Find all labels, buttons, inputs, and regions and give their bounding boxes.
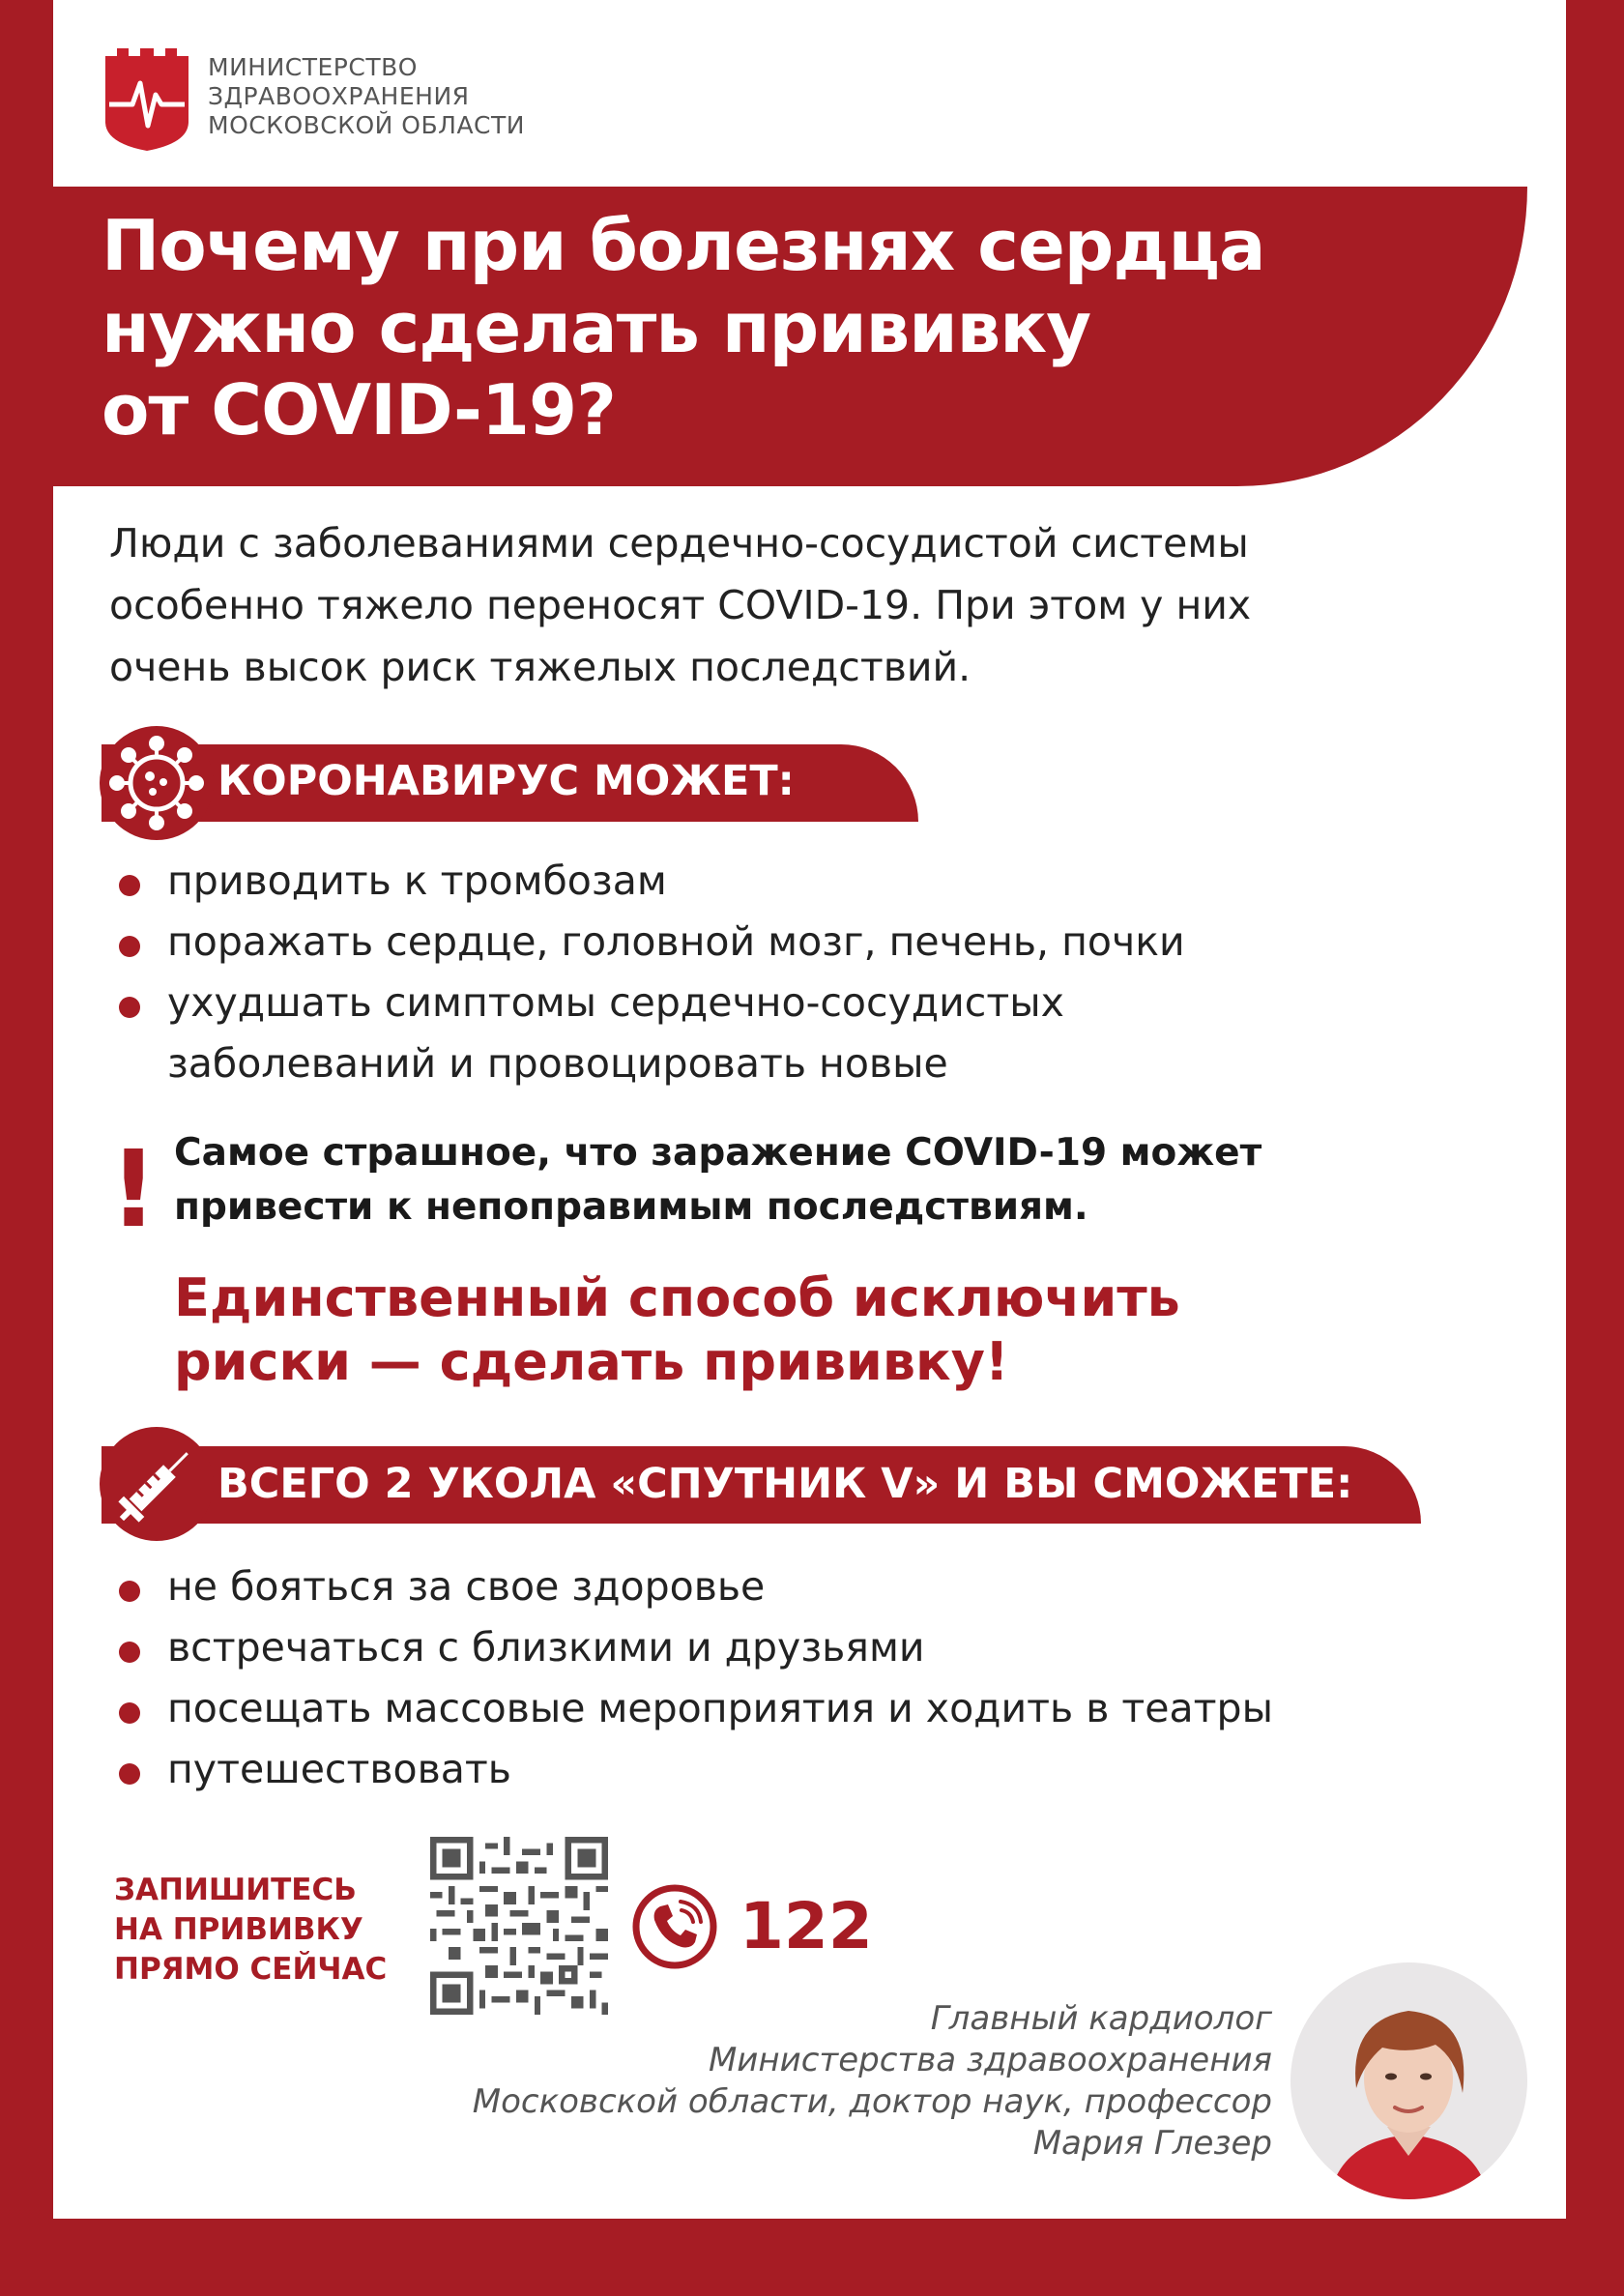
intro-line: особенно тяжело переносят COVID-19. При этом у них [109, 582, 1252, 628]
bullet-dot [119, 1702, 140, 1724]
bullet-dot [119, 936, 140, 957]
list-item-text: приводить к тромбозам [167, 857, 667, 904]
warning-line: Самое страшное, что заражение COVID-19 может [174, 1131, 1262, 1175]
list-item [109, 973, 1185, 1033]
bullet-dot [119, 997, 140, 1018]
list-item-continuation [109, 1033, 1185, 1094]
list-item [109, 851, 1185, 912]
list-item-text: путешествовать [167, 1746, 511, 1792]
qr-code[interactable] [430, 1837, 608, 2015]
section2-list [109, 1556, 1273, 1800]
list-item-text: заболеваний и провоцировать новые [167, 1040, 948, 1087]
list-item [109, 1556, 1273, 1617]
poster [53, 0, 1566, 2219]
ministry-line: ЗДРАВООХРАНЕНИЯ [208, 82, 470, 110]
list-item [109, 1678, 1273, 1739]
list-item [109, 1617, 1273, 1678]
signature [473, 1998, 1272, 2165]
list-item [109, 912, 1185, 973]
phone-icon [631, 1883, 718, 1970]
ministry-logo-icon [103, 46, 190, 153]
signup-call-to-action [114, 1871, 387, 1990]
intro-line: очень высок риск тяжелых последствий. [109, 644, 972, 690]
bullet-dot [119, 1763, 140, 1785]
list-item [109, 1739, 1273, 1800]
section1-list [109, 851, 1185, 1094]
bullet-dot [119, 875, 140, 896]
list-item-text: поражать сердце, головной мозг, печень, почки [167, 918, 1185, 965]
list-item-text: посещать массовые мероприятия и ходить в театры [167, 1685, 1273, 1731]
signup-line: НА ПРИВИВКУ [114, 1912, 363, 1947]
signup-line: ЗАПИШИТЕСЬ [114, 1873, 357, 1907]
title-line: от COVID-19? [102, 369, 616, 450]
signature-line: Главный кардиолог [930, 1999, 1272, 2038]
doctor-portrait [1290, 1962, 1527, 2199]
cta-text [174, 1266, 1180, 1394]
list-item-text: ухудшать симптомы сердечно-сосудистых [167, 979, 1064, 1026]
exclamation-icon: ! [109, 1127, 159, 1251]
list-item-text: не бояться за свое здоровье [167, 1563, 766, 1610]
ministry-line: МИНИСТЕРСТВО [208, 53, 418, 81]
title-line: нужно сделать прививку [102, 287, 1091, 368]
coronavirus-icon [100, 726, 214, 840]
warning-text [174, 1126, 1262, 1235]
title-line: Почему при болезнях сердца [102, 205, 1265, 286]
phone-number[interactable]: 122 [740, 1889, 873, 1963]
cta-line: риски — сделать прививку! [174, 1331, 1009, 1392]
bullet-dot [119, 1642, 140, 1663]
signature-line: Мария Глезер [1032, 2124, 1272, 2163]
page-title [102, 205, 1474, 451]
section1-heading: КОРОНАВИРУС МОЖЕТ: [218, 757, 795, 805]
ministry-name [208, 53, 525, 140]
syringe-icon [100, 1427, 214, 1541]
ministry-line: МОСКОВСКОЙ ОБЛАСТИ [208, 111, 525, 139]
list-item-text: встречаться с близкими и друзьями [167, 1624, 925, 1671]
bullet-dot [119, 1581, 140, 1602]
section2-heading: ВСЕГО 2 УКОЛА «СПУТНИК V» И ВЫ СМОЖЕТЕ: [218, 1460, 1353, 1508]
cta-line: Единственный способ исключить [174, 1267, 1180, 1328]
warning-line: привести к непоправимым последствиям. [174, 1185, 1088, 1229]
signature-line: Министерства здравоохранения [708, 2041, 1272, 2079]
intro-paragraph [109, 512, 1463, 698]
signup-line: ПРЯМО СЕЙЧАС [114, 1952, 388, 1987]
intro-line: Люди с заболеваниями сердечно-сосудистой системы [109, 520, 1249, 567]
signature-line: Московской области, доктор наук, профессор [472, 2082, 1272, 2121]
